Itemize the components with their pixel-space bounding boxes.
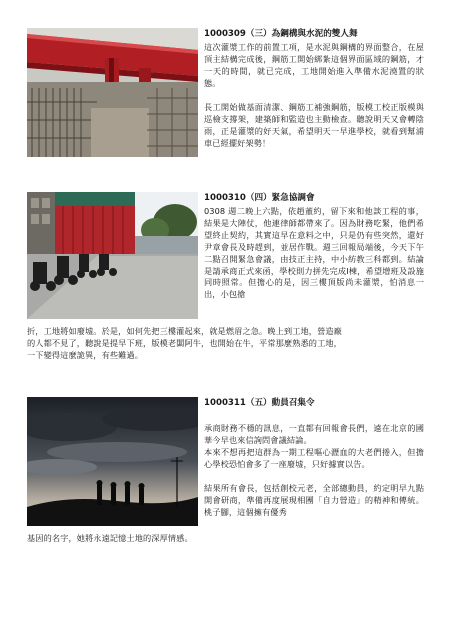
entry-paragraph: 這次灌漿工作的前置工項，是水泥與鋼構的界面整合，在屋頂主結構完成後，鋼筋工開始綁紮這個界面區域的鋼筋，才一天的時間，就已完成，工地開始進入準備水泥澆置的狀態。 [204,42,424,88]
entry-continuation-line: 的人都不見了，聽說是提早下班，版模老闆阿牛，也開始在牛，平常那麼熟悉的工地， [27,338,342,348]
entry-continuation-line: 基因的名字，她將永遠記憶土地的深厚情感。 [27,533,193,543]
entry-title: 1000310（四）緊急協調會 [204,193,315,203]
entry-paragraph: 結果所有會長，包括創校元老，全部總動員，約定明早九點開會研商，準備再度展現相團「自力營造」的精神和傳統。桃子腳，這個擁有優秀 [204,483,424,517]
photo-scooters-fence [27,192,198,319]
entry-title: 1000311（五）動員召集令 [204,398,315,408]
photo-steel-beam [27,28,198,157]
entry-title: 1000309（三）為鋼構與水泥的雙人舞 [204,29,358,39]
entry-continuation-line: 折，工地將如廢墟。於是，如何先把三樓灌起來，就是燃眉之急。晚上到工地，營造廠 [27,326,342,336]
entry-paragraph: 0308 週二晚上六點，依趙董約，留下來和他談工程的事，結果是大陣仗，他連律師都帶來了。因為財務吃緊，他們希望終止契約，其實這早在意料之中，只是仍有些突然，還好尹章會長及時趕到，並居作戰。週三回報局端後，今天下午二點召開緊急會議，由技正主持，中小紡教三科都到。結論是請承商正式來函，學校則力拼先完成Ⅰ棟，希望增班及設施同時照常。但擔心的是，因三樓頂版尚未灌漿，怕消息一出，小包搶 [204,206,424,300]
entry-continuation-line: 一下變得這麼詭異，有些難過。 [27,350,144,360]
entry-paragraph: 本來不想再把這群為一期工程嘔心瀝血的大老們捲入，但擔心學校恐怕會多了一座廢墟，只好據實以告。 [204,447,424,469]
photo-cloudy-sky-silhouettes [27,397,198,526]
entry-paragraph: 長工開始做基面清潔、鋼筋工補強鋼筋，版模工校正版模與巡檢支撐架，建築師和監造也主動檢查。聽說明天又會轉陰雨，正是灌漿的好天氣，希望明天一早進學校，就看到幫浦車已經擺好架勢！ [204,102,424,148]
entry-paragraph: 承商財務不穩的訊息，一直都有回報會長們，遠在北京的國華今早也來信詢問會議結論。 [204,423,424,445]
